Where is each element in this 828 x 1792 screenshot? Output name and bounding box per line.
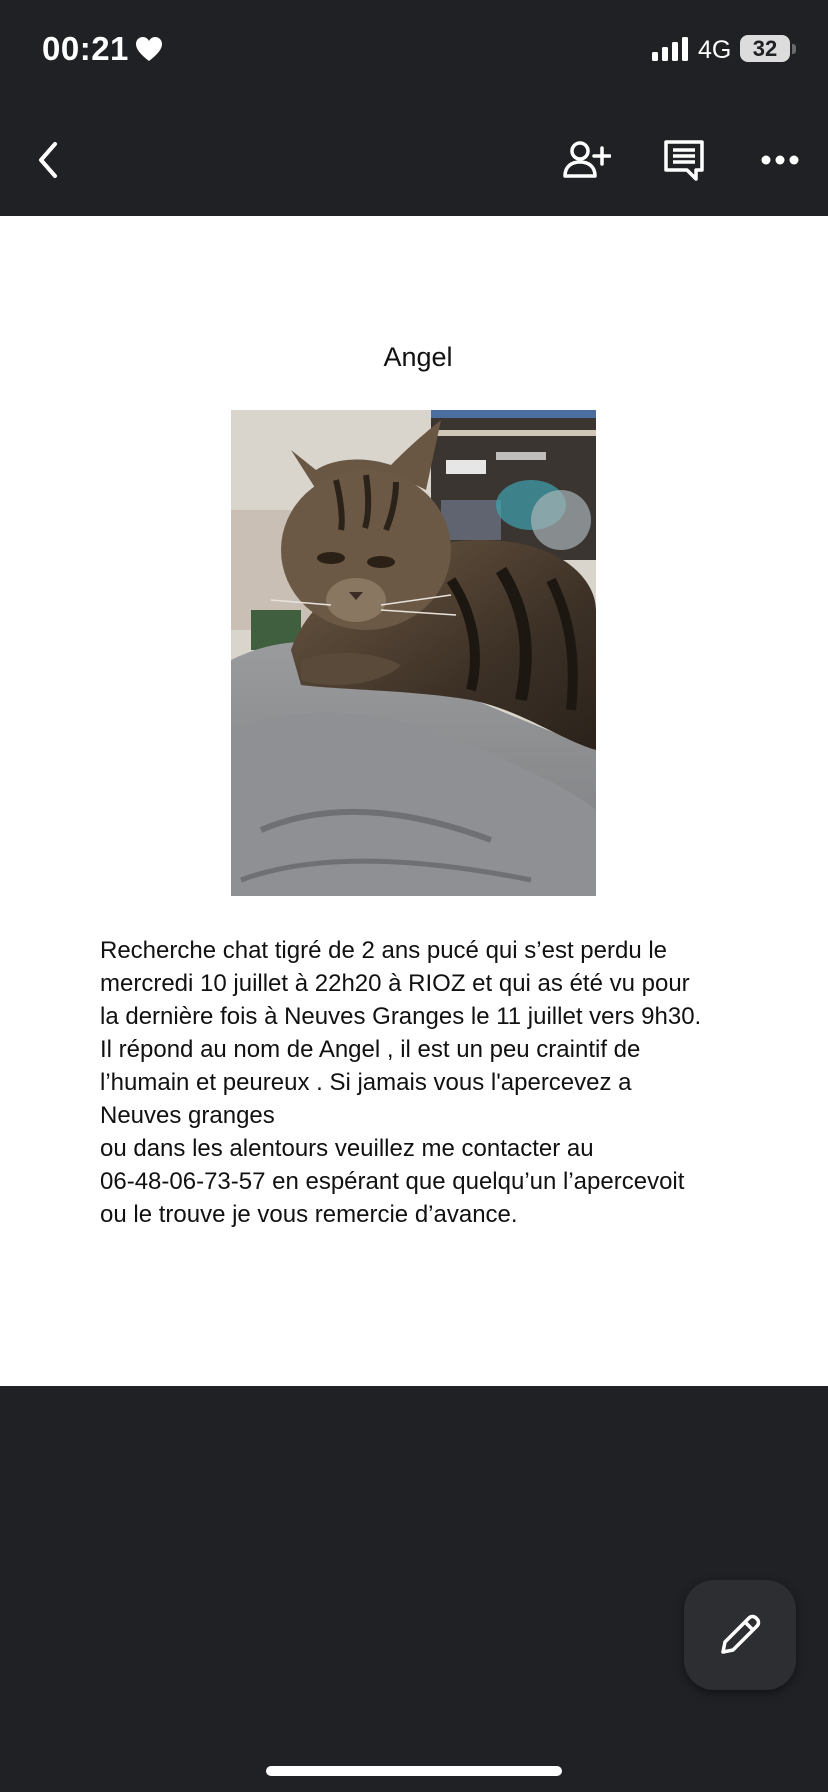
signal-icon <box>652 37 690 61</box>
document-body-text: Recherche chat tigré de 2 ans pucé qui s’est perdu le mercredi 10 juillet à 22h20 à RIOZ et qui as été vu pour la dernière fois à Neuves Granges le 11 juillet vers 9h30. Il répond au nom de Angel , il est un peu craintif de l’humain et peureux . Si jamais vous l'apercevez a Neuves granges ou dans les alentours veuillez me contacter au 06-48-06-73-57 en espérant que quelqu’un l’apercevoit ou le trouve je vous remercie d’avance. <box>100 937 702 1228</box>
person-add-icon <box>563 140 611 180</box>
status-time: 00:21 <box>42 30 129 67</box>
pencil-icon <box>717 1612 763 1658</box>
more-options-button[interactable] <box>748 128 812 192</box>
status-bar <box>0 0 828 100</box>
battery-tip <box>792 44 796 54</box>
more-horizontal-icon <box>760 154 800 166</box>
cat-photo <box>231 410 596 896</box>
heart-icon <box>135 36 163 62</box>
home-indicator[interactable] <box>266 1766 562 1776</box>
document-page[interactable] <box>0 216 828 1386</box>
toolbar <box>0 110 828 215</box>
share-button[interactable] <box>555 128 619 192</box>
comment-icon <box>662 139 706 181</box>
network-type: 4G <box>698 36 732 64</box>
edit-button[interactable] <box>684 1580 796 1690</box>
document-title: Angel <box>383 342 453 372</box>
battery-level: 32 <box>752 36 778 61</box>
comment-button[interactable] <box>652 128 716 192</box>
battery-icon <box>740 35 790 62</box>
back-button[interactable] <box>16 128 80 192</box>
chevron-left-icon <box>33 140 63 180</box>
